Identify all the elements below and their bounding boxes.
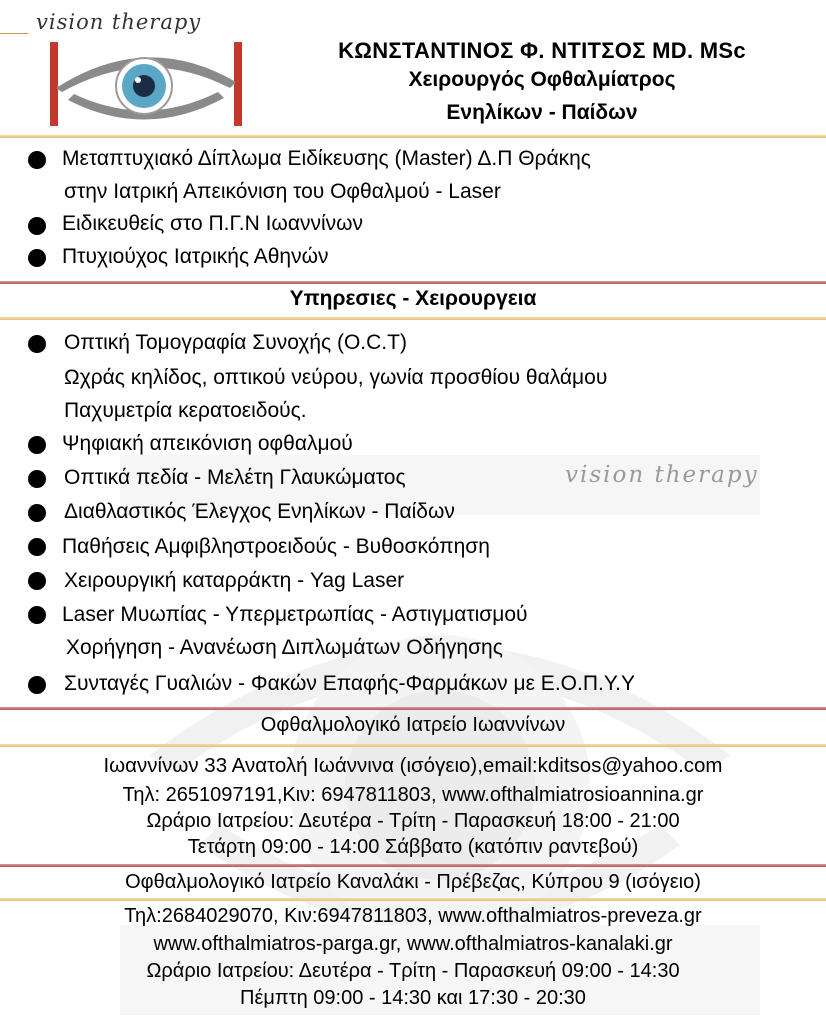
bullet-icon	[28, 335, 46, 353]
logo	[28, 10, 248, 132]
divider	[0, 864, 826, 867]
service-item-continuation: Χορήγηση - Ανανέωση Διπλωμάτων Οδήγησης	[66, 636, 503, 659]
qualification-item: Ειδικευθείς στο Π.Γ.Ν Ιωαννίνων	[62, 212, 364, 235]
doctor-subtitle: Ενηλίκων - Παίδων	[446, 101, 638, 124]
divider	[0, 744, 826, 747]
logo-caption: vision therapy	[36, 10, 202, 34]
doctor-title: Χειρουργός Οφθαλμίατρος	[408, 68, 676, 91]
doctor-name: ΚΩΝΣΤΑΝΤΙΝΟΣ Φ. ΝΤΙΤΣΟΣ MD. MSc	[338, 38, 746, 63]
office-preveza-phones: Τηλ:2684029070, Κιν:6947811803, www.ofthalmiatros-preveza.gr	[124, 905, 702, 927]
service-item-continuation: Παχυμετρία κερατοειδούς.	[64, 399, 307, 422]
bullet-icon	[28, 470, 46, 488]
services-title: Υπηρεσιες - Χειρουργεια	[289, 287, 537, 310]
qualification-item-continuation: στην Ιατρική Απεικόνιση του Οφθαλμού - Laser	[64, 180, 501, 203]
bullet-icon	[28, 217, 46, 235]
divider	[0, 317, 826, 320]
office-ioannina-hours-extra: Τετάρτη 09:00 - 14:00 Σάββατο (κατόπιν ραντεβού)	[187, 836, 639, 858]
office-preveza-websites: www.ofthalmiatros-parga.gr, www.ofthalmiatros-kanalaki.gr	[153, 933, 673, 955]
service-item-continuation: Ωχράς κηλίδος, οπτικού νεύρου, γωνία προσθίου θαλάμου	[64, 366, 608, 389]
service-item: Laser Μυωπίας - Υπερμετρωπίας - Αστιγματισμού	[62, 603, 528, 626]
bullet-icon	[28, 436, 46, 454]
office-preveza-title: Οφθαλμολογικό Ιατρείο Καναλάκι - Πρέβεζας, Κύπρου 9 (ισόγειο)	[125, 871, 701, 893]
office-ioannina-hours: Ωράριο Ιατρείου: Δευτέρα - Τρίτη - Παρασκευή 18:00 - 21:00	[146, 810, 680, 832]
bullet-icon	[28, 538, 46, 556]
logo-rule-left	[0, 33, 28, 34]
service-item: Οπτική Τομογραφία Συνοχής (Ο.C.T)	[64, 331, 407, 354]
watermark-caption: vision therapy	[565, 462, 759, 488]
office-ioannina-address: Ιωαννίνων 33 Ανατολή Ιωάννινα (ισόγειο),email:kditsos@yahoo.com	[103, 754, 723, 777]
divider	[0, 135, 826, 138]
bullet-icon	[28, 606, 46, 624]
service-item: Χειρουργική καταρράκτη - Yag Laser	[64, 569, 405, 592]
service-item: Παθήσεις Αμφιβληστροειδούς - Βυθοσκόπηση	[62, 535, 490, 558]
bullet-icon	[28, 572, 46, 590]
office-ioannina-title: Οφθαλμολογικό Ιατρείο Ιωαννίνων	[260, 714, 566, 736]
eye-logo-icon	[46, 40, 246, 132]
office-preveza-hours-extra: Πέμπτη 09:00 - 14:30 και 17:30 - 20:30	[240, 987, 586, 1009]
bullet-icon	[28, 676, 46, 694]
office-ioannina-phones: Τηλ: 2651097191,Κιν: 6947811803, www.ofthalmiatrosioannina.gr	[122, 784, 704, 806]
bullet-icon	[28, 249, 46, 267]
divider	[0, 707, 826, 710]
service-item: Ψηφιακή απεικόνιση οφθαλμού	[62, 432, 353, 455]
divider	[0, 898, 826, 901]
service-item: Οπτικά πεδία - Μελέτη Γλαυκώματος	[64, 466, 406, 489]
qualification-item: Μεταπτυχιακό Δίπλωμα Ειδίκευσης (Master) Δ.Π Θράκης	[62, 147, 591, 170]
service-item: Διαθλαστικός Έλεγχος Ενηλίκων - Παίδων	[64, 500, 455, 523]
qualification-item: Πτυχιούχος Ιατρικής Αθηνών	[62, 245, 329, 268]
bullet-icon	[28, 151, 46, 169]
divider	[0, 281, 826, 284]
service-item: Συνταγές Γυαλιών - Φακών Επαφής-Φαρμάκων με Ε.Ο.Π.Υ.Υ	[64, 672, 635, 695]
office-preveza-hours: Ωράριο Ιατρείου: Δευτέρα - Τρίτη - Παρασκευή 09:00 - 14:30	[146, 960, 680, 982]
bullet-icon	[28, 504, 46, 522]
